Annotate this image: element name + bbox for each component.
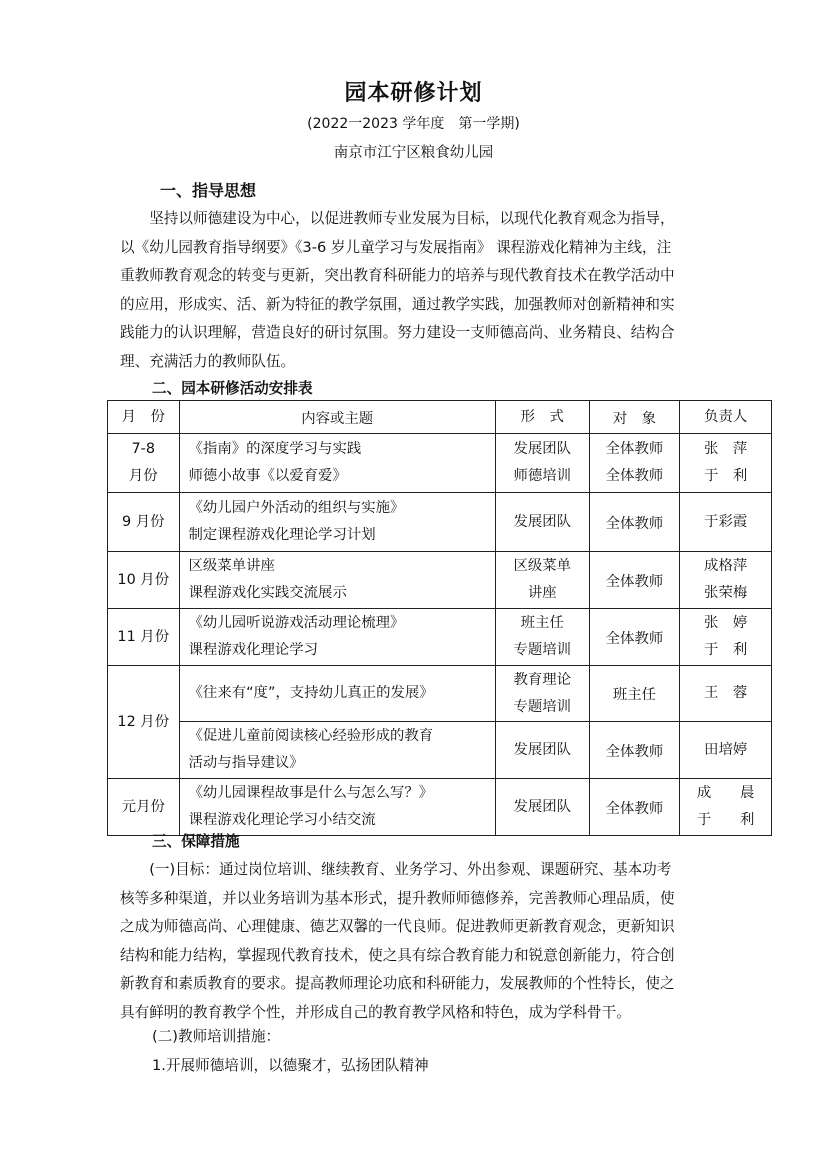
cell-form: [495, 779, 589, 836]
paragraph-line: 具有鲜明的教育教学个性，并形成自己的教育教学风格和特色，成为学科骨干。: [120, 1003, 631, 1021]
cell-form: [495, 609, 589, 666]
cell-person: [680, 552, 772, 609]
cell-content: [179, 779, 495, 836]
header-target: 对 象: [589, 401, 680, 434]
table-row: [108, 552, 772, 609]
cell-person: [680, 779, 772, 836]
table-header-row: [108, 401, 772, 434]
table-row: [108, 779, 772, 836]
paragraph-line: 之成为师德高尚、心理健康、德艺双馨的一代良师。促进教师更新教育观念，更新知识: [120, 918, 675, 935]
cell-line: 于 利: [704, 468, 748, 484]
cell-line: 10 月份: [117, 571, 170, 588]
cell-line: 全体教师: [605, 743, 664, 760]
paragraph-line: 的应用，形成实、活、新为特征的教学氛围，通过教学实践，加强教师对创新精神和实: [120, 295, 675, 313]
cell-content: [179, 434, 495, 493]
cell-form: [495, 552, 589, 609]
section-heading-activity-schedule: 二、园本研修活动安排表: [152, 380, 313, 397]
table-row: [108, 434, 772, 493]
activity-schedule-table: [107, 400, 772, 836]
cell-month: [108, 779, 180, 836]
cell-line: 全体教师: [605, 468, 664, 484]
cell-line: 元月份: [121, 798, 165, 815]
guiding-ideology-paragraph: [120, 205, 750, 376]
cell-line: 课程游戏化理论学习: [188, 642, 319, 658]
paragraph-line: 以《幼儿园教育指导纲要》《3-6 岁儿童学习与发展指南》 课程游戏化精神为主线，注: [120, 238, 672, 256]
header-month: 月 份: [108, 401, 180, 434]
cell-line: 于 利: [696, 812, 755, 828]
cell-target: [589, 493, 680, 552]
cell-target: [589, 779, 680, 836]
cell-line: 区级菜单: [513, 558, 572, 574]
cell-content: [179, 609, 495, 666]
cell-person: [680, 666, 772, 722]
cell-line: 成格萍: [704, 558, 748, 574]
cell-line: 活动与指导建议》: [188, 755, 304, 771]
cell-content: [179, 666, 495, 722]
cell-line: 于 利: [704, 642, 748, 658]
table-row: [108, 609, 772, 666]
cell-line: 《幼儿园户外活动的组织与实施》: [188, 500, 405, 516]
cell-line: 张荣梅: [704, 585, 748, 601]
cell-line: 师德培训: [513, 468, 572, 484]
cell-line: 张 婷: [704, 615, 748, 631]
cell-line: 发展团队: [513, 513, 572, 530]
cell-person: [680, 609, 772, 666]
cell-line: 师德小故事《以爱育爱》: [188, 468, 347, 484]
paragraph-line: 坚持以师德建设为中心，以促进教师专业发展为目标，以现代化教育观念为指导，: [120, 210, 675, 227]
cell-line: 区级菜单讲座: [188, 558, 275, 574]
safeguards-goal-paragraph: [120, 856, 750, 1027]
cell-line: 讲座: [527, 585, 557, 601]
table-row: [108, 666, 772, 722]
cell-form: [495, 722, 589, 779]
paragraph-line: 理、充满活力的教师队伍。: [120, 352, 296, 370]
cell-line: 田培婷: [704, 741, 748, 758]
table-row: [108, 722, 772, 779]
cell-line: 发展团队: [513, 741, 572, 758]
header-content: 内容或主题: [179, 401, 495, 434]
cell-line: 教育理论: [513, 671, 572, 688]
cell-form: [495, 666, 589, 722]
paragraph-line: 结构和能力结构，掌握现代教育技术，使之具有综合教育能力和锐意创新能力，符合创: [120, 946, 675, 964]
cell-person: [680, 493, 772, 552]
cell-line: 发展团队: [513, 441, 572, 457]
paragraph-line: 践能力的认识理解，营造良好的研讨氛围。努力建设一支师德高尚、业务精良、结构合: [120, 324, 675, 341]
section-heading-guiding-ideology: 一、指导思想: [160, 181, 257, 200]
cell-line: 《幼儿园听说游戏活动理论梳理》: [188, 615, 405, 631]
cell-line: 《往来有“度”，支持幼儿真正的发展》: [188, 685, 434, 701]
paragraph-line: 核等多种渠道，并以业务培训为基本形式，提升教师师德修养，完善教师心理品质，使: [120, 889, 675, 907]
cell-line: 于彩霞: [704, 513, 748, 530]
cell-line: 专题培训: [513, 698, 572, 715]
cell-target: [589, 609, 680, 666]
cell-line: 11 月份: [117, 628, 170, 645]
cell-line: 《指南》的深度学习与实践: [188, 441, 362, 457]
cell-line: 张 萍: [704, 441, 748, 457]
header-form: 形 式: [495, 401, 589, 434]
cell-form: [495, 493, 589, 552]
paragraph-line: 重教师教育观念的转变与更新，突出教育科研能力的培养与现代教育技术在教学活动中: [120, 267, 675, 284]
cell-line: 发展团队: [513, 798, 572, 815]
cell-line: 《促进儿童前阅读核心经验形成的教育: [188, 728, 434, 744]
cell-content: [179, 493, 495, 552]
cell-month: [108, 493, 180, 552]
doc-subtitle: (2022一2023 学年度 第一学期): [307, 116, 520, 132]
cell-month: [108, 609, 180, 666]
cell-target: [589, 552, 680, 609]
cell-line: 全体教师: [605, 441, 664, 457]
paragraph-line: (一)目标：通过岗位培训、继续教育、业务学习、外出参观、课题研究、基本功考: [120, 861, 672, 878]
table-row: [108, 493, 772, 552]
cell-line: 月份: [128, 468, 158, 484]
cell-line: 7-8: [131, 441, 156, 457]
cell-target: [589, 722, 680, 779]
cell-line: 全体教师: [605, 515, 664, 532]
cell-line: 《幼儿园课程故事是什么与怎么写？》: [188, 785, 434, 801]
cell-line: 12 月份: [117, 713, 170, 730]
header-person: 负责人: [680, 401, 772, 434]
cell-line: 班主任: [612, 687, 657, 703]
cell-target: [589, 434, 680, 493]
cell-line: 课程游戏化理论学习小结交流: [188, 812, 376, 828]
cell-line: 班主任: [520, 615, 564, 631]
cell-form: [495, 434, 589, 493]
cell-content: [179, 722, 495, 779]
cell-line: 全体教师: [605, 573, 664, 590]
doc-organization: 南京市江宁区粮食幼儿园: [333, 145, 494, 161]
section-heading-safeguards: 三、保障措施: [152, 833, 240, 850]
paragraph-line: 新教育和素质教育的要求。提高教师理论功底和科研能力，发展教师的个性特长，使之: [120, 975, 675, 992]
cell-line: 9 月份: [122, 513, 165, 530]
cell-line: 王 蓉: [704, 685, 748, 701]
cell-line: 课程游戏化实践交流展示: [188, 585, 347, 601]
cell-line: 成 晨: [696, 785, 755, 801]
cell-month: [108, 434, 180, 493]
cell-line: 专题培训: [513, 642, 572, 658]
cell-line: 制定课程游戏化理论学习计划: [188, 527, 376, 543]
cell-content: [179, 552, 495, 609]
cell-line: 全体教师: [605, 800, 664, 817]
cell-person: [680, 722, 772, 779]
cell-target: [589, 666, 680, 722]
cell-line: 全体教师: [605, 630, 664, 647]
training-item-1: 1.开展师德培训，以德聚才，弘扬团队精神: [152, 1057, 429, 1074]
doc-title: 园本研修计划: [344, 81, 483, 106]
cell-person: [680, 434, 772, 493]
cell-month: [108, 552, 180, 609]
cell-month: [108, 666, 180, 779]
training-measures-heading: (二)教师培训措施：: [152, 1028, 281, 1045]
